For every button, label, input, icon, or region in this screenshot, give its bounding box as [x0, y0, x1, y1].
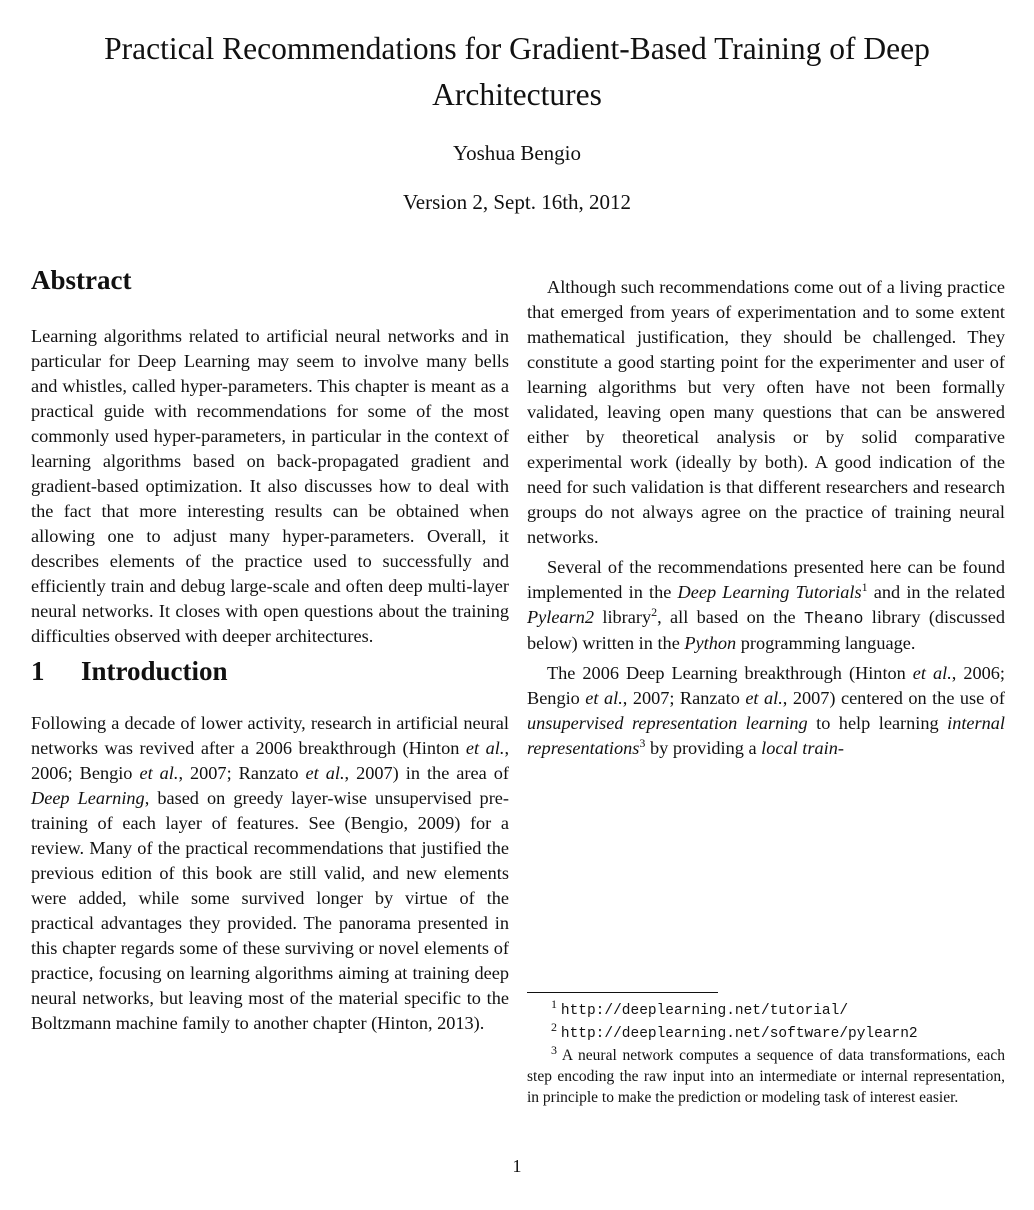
footnote-2: $^2$ http://deeplearning.net/software/pylearn2 [551, 1019, 918, 1042]
author-name: Yoshua Bengio [453, 141, 581, 165]
unsupervised-term: unsupervised representation learning [527, 713, 808, 733]
footnote-1: $^1$ http://deeplearning.net/tutorial/ [551, 996, 849, 1019]
footnotes [527, 996, 1006, 1108]
right-column [527, 270, 1005, 761]
intro-paragraph-4: The 2006 Deep Learning breakthrough (Hinton et al., 2006; Bengio et al., 2007; Ranzato et al., 2007) centered on the use of unsupervised representation learning to help learning internal representations$^3$ by providing a local train- [527, 663, 1006, 758]
intro-paragraph-1: Following a decade of lower activity, research in artificial neural networks was revived after a 2006 breakthrough (Hinton et al., 2006; Bengio et al., 2007; Ranzato et al., 2007) in the area of Deep Learning, based on greedy layer-wise unsupervised pre-training of each layer of features. See (Bengio, 2009) for a review. Many of the practical recommendations that justified the previous edition of this book are still valid, and new elements were added, while some survived longer by virtue of the practical advantages they provided. The panorama presented in this chapter regards some of these surviving or novel elements of practice, focusing on learning algorithms aiming at training deep neural networks, but leaving most of the material specific to the Boltzmann machine family to another chapter (Hinton, 2013). [31, 713, 510, 1033]
footnote-1-link[interactable]: http://deeplearning.net/tutorial/ [560, 1003, 849, 1019]
abstract-heading: Abstract [31, 265, 132, 295]
footnote-2-link[interactable]: http://deeplearning.net/software/pylearn2 [560, 1026, 918, 1042]
intro-paragraph-2: Although such recommendations come out of a living practice that emerged from years of experimentation and to some extent mathematical justification, they should be challenged. They constitute a good starting point for the experimenter and user of learning algorithms but very often have not been formally validated, leaving open many questions that can be answered either by theoretical analysis or by solid comparative experimental work (ideally by both). A good indication of the need for such validation is that different researchers and research groups do not always agree on the practice of training neural networks. [527, 277, 1005, 547]
footnote-rule [527, 992, 718, 993]
page-number: 1 [512, 1156, 522, 1176]
footnote-ref-3: 3 [639, 735, 646, 750]
section-title: Introduction [81, 656, 228, 686]
footnote-ref-2: 2 [651, 604, 658, 619]
theano-term: Theano [803, 609, 864, 628]
internal-rep-term: internal representations [527, 713, 1006, 758]
footnote-3: $^3$ A neural network computes a sequence of data transformations, each step encoding the raw input into an intermediate or internal representation, in principle to make the prediction or modeling task of interest easier. [527, 1042, 1006, 1106]
python-term: Python [684, 633, 737, 653]
footnote-3-text: A neural network computes a sequence of data transformations, each step encoding the raw input into an intermediate or internal representation, in principle to make the prediction or modeling task of interest easier. [527, 1047, 1006, 1106]
introduction-heading [31, 649, 509, 693]
section-number: 1 [31, 656, 45, 686]
version-date: Version 2, Sept. 16th, 2012 [402, 190, 632, 214]
pylearn2-term: Pylearn2 [527, 607, 595, 627]
left-column [31, 258, 509, 1036]
footnote-ref-1: 1 [861, 579, 868, 594]
deep-learning-term: Deep Learning [31, 788, 145, 808]
abstract-text: Learning algorithms related to artificial neural networks and in particular for Deep Learning may seem to involve many bells and whistles, called hyper-parameters. This chapter is meant as a practical guide with recommendations for some of the most commonly used hyper-parameters, in particular in the context of learning algorithms based on back-propagated gradient and gradient-based optimization. It also discusses how to deal with the fact that more interesting results can be obtained when allowing one to adjust many hyper-parameters. Overall, it describes elements of the practice used to successfully and efficiently train and debug large-scale and often deep multi-layer neural networks. It closes with open questions about the training difficulties observed with deeper architectures. [31, 326, 509, 646]
tutorials-term: Deep Learning Tutorials [677, 582, 862, 602]
title-line-2: Architectures [432, 77, 602, 112]
paper-title [0, 26, 1034, 118]
intro-paragraph-3: Several of the recommendations presented here can be found implemented in the Deep Learning Tutorials$^1$ and in the related Pylearn2 library$^2$, all based on the Theano library (discussed below) written in the Python programming language. [527, 557, 1005, 653]
title-line-1: Practical Recommendations for Gradient-Based Training of Deep [104, 31, 930, 66]
